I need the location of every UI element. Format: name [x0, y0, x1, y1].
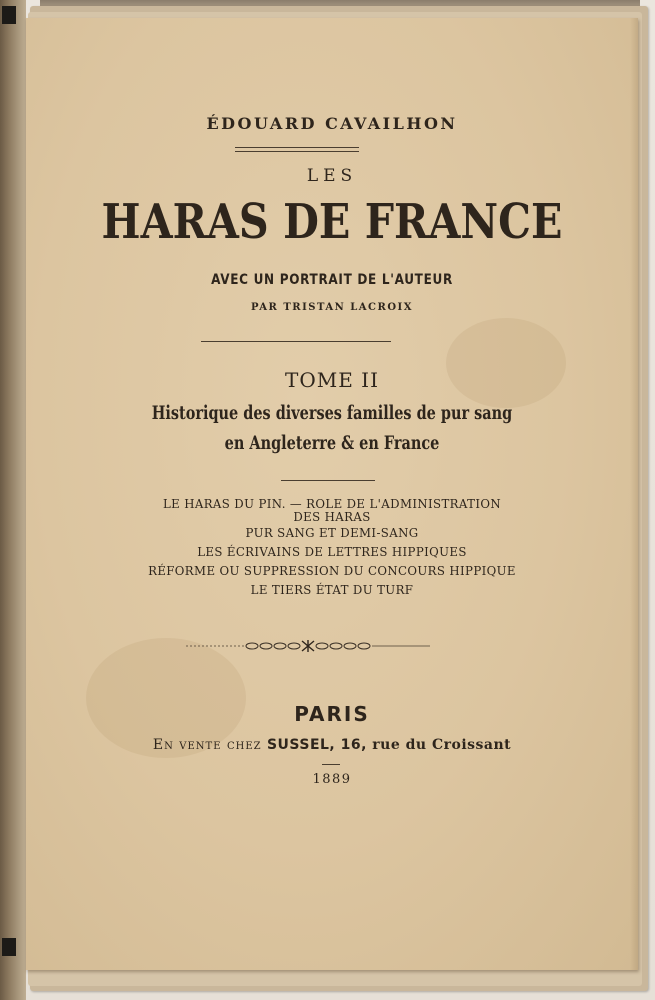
book-subtitle: AVEC UN PORTRAIT DE L'AUTEUR	[211, 272, 453, 288]
double-rule-divider	[235, 147, 359, 152]
contents-line: LE TIERS ÉTAT DU TURF	[250, 582, 414, 597]
short-rule-divider	[322, 764, 340, 765]
volume-label: TOME II	[285, 368, 379, 392]
publisher-line	[26, 737, 638, 753]
publisher-address: rue du Croissant	[372, 737, 512, 753]
book-title: HARAS DE FRANCE	[101, 194, 563, 250]
rule-divider	[201, 341, 391, 342]
contents-line: PUR SANG ET DEMI-SANG	[245, 525, 419, 540]
publication-city: PARIS	[294, 702, 370, 726]
history-line-2: en Angleterre & en France	[224, 432, 440, 454]
book-spine	[0, 0, 26, 1000]
paper-stain	[446, 318, 566, 408]
history-line-1: Historique des diverses familles de pur sang	[151, 402, 513, 424]
spine-mark	[2, 938, 16, 956]
portrait-byline: PAR TRISTAN LACROIX	[251, 302, 413, 313]
publisher-name: SUSSEL, 16,	[266, 737, 367, 753]
spine-mark	[2, 6, 16, 24]
author-name: ÉDOUARD CAVAILHON	[206, 114, 458, 133]
contents-line: RÉFORME OU SUPPRESSION DU CONCOURS HIPPIQUE	[148, 563, 516, 578]
ornament-divider	[186, 639, 430, 653]
contents-list	[26, 494, 638, 599]
cover-sheet	[26, 18, 638, 970]
contents-line: LES ÉCRIVAINS DE LETTRES HIPPIQUES	[197, 544, 467, 559]
contents-line: DES HARAS	[293, 509, 371, 524]
publication-year: 1889	[312, 772, 352, 787]
contents-line: LE HARAS DU PIN. — ROLE DE L'ADMINISTRATION	[162, 496, 502, 511]
publisher-prefix: En vente chez	[152, 737, 262, 753]
title-article: LES	[306, 166, 358, 186]
rule-divider	[281, 480, 375, 481]
